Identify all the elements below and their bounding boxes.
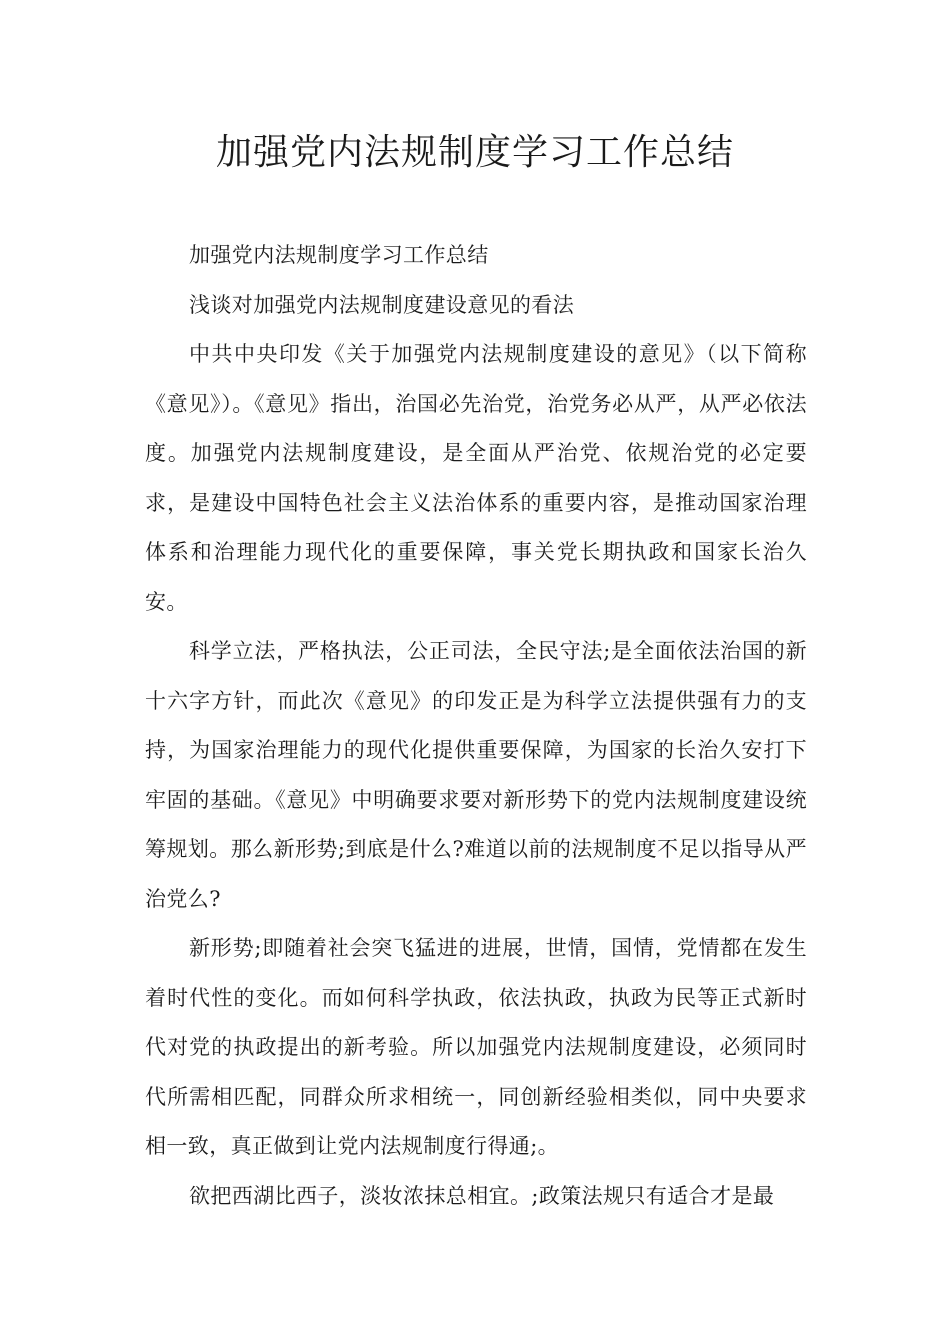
document-body (145, 231, 807, 1221)
document-title: 加强党内法规制度学习工作总结 (215, 132, 734, 173)
paragraph: 中共中央印发《关于加强党内法规制度建设的意见》（以下简称《意见》）。《意见》指出，治国必先治党，治党务必从严，从严必依法度。加强党内法规制度建设，是全面从严治党、依规治党的必定要求，是建设中国特色社会主义法治体系的重要内容，是推动国家治理体系和治理能力现代化的重要保障，事关党长期执政和国家长治久安。 (145, 342, 807, 614)
paragraph: 科学立法，严格执法，公正司法，全民守法;是全面依法治国的新十六字方针，而此次《意见》的印发正是为科学立法提供强有力的支持，为国家治理能力的现代化提供重要保障，为国家的长治久安打下牢固的基础。《意见》中明确要求要对新形势下的党内法规制度建设统筹规划。那么新形势;到底是什么?难道以前的法规制度不足以指导从严治党么? (145, 639, 807, 911)
paragraph: 新形势;即随着社会突飞猛进的进展，世情，国情，党情都在发生着时代性的变化。而如何科学执政，依法执政，执政为民等正式新时代对党的执政提出的新考验。所以加强党内法规制度建设，必须同时代所需相匹配，同群众所求相统一，同创新经验相类似，同中央要求相一致，真正做到让党内法规制度行得通;。 (145, 936, 807, 1158)
paragraph: 欲把西湖比西子，淡妆浓抹总相宜。;政策法规只有适合才是最 (189, 1183, 775, 1208)
paragraph-heading: 浅谈对加强党内法规制度建设意见的看法 (189, 292, 575, 317)
paragraph-subtitle: 加强党内法规制度学习工作总结 (189, 243, 489, 267)
